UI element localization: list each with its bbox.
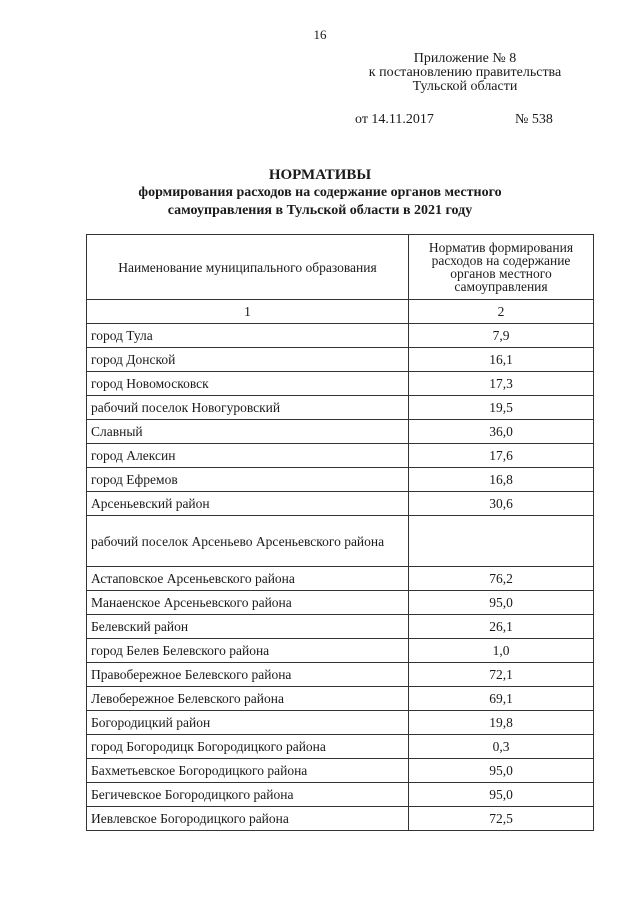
table-row (87, 567, 594, 591)
norm-value-cell: 69,1 (409, 687, 594, 711)
municipality-name-cell: город Богородицк Богородицкого района (87, 735, 409, 759)
municipality-name-cell: Бахметьевское Богородицкого района (87, 759, 409, 783)
document-subtitle: формирования расходов на содержание органов местного самоуправления в Тульской области в 2021 году (138, 185, 502, 218)
table-row (87, 372, 594, 396)
municipality-name-cell: Астаповское Арсеньевского района (87, 567, 409, 591)
appendix-block (330, 52, 600, 94)
municipality-name-cell: город Тула (87, 324, 409, 348)
municipality-name-cell: город Новомосковск (87, 372, 409, 396)
norm-value-cell: 16,8 (409, 468, 594, 492)
table-row (87, 639, 594, 663)
column-number: 1 (87, 300, 409, 324)
resolution-date: от 14.11.2017 (355, 112, 434, 127)
column-header-name: Наименование муниципального образования (87, 235, 409, 300)
page-number: 16 (313, 27, 327, 42)
table-header-row (87, 235, 594, 300)
table-row (87, 807, 594, 831)
municipality-name-cell: город Белев Белевского района (87, 639, 409, 663)
norm-value-cell: 16,1 (409, 348, 594, 372)
municipality-name-cell: Левобережное Белевского района (87, 687, 409, 711)
table-row (87, 687, 594, 711)
norm-value-cell: 95,0 (409, 759, 594, 783)
table-row (87, 783, 594, 807)
column-number: 2 (409, 300, 594, 324)
appendix-line: Тульской области (412, 79, 518, 94)
document-title: НОРМАТИВЫ (268, 167, 372, 183)
table-row (87, 711, 594, 735)
norm-value-cell: 0,3 (409, 735, 594, 759)
norm-value-cell: 72,5 (409, 807, 594, 831)
table-row (87, 759, 594, 783)
norms-table (86, 234, 594, 831)
appendix-line: к постановлению правительства (368, 65, 562, 80)
municipality-name-cell: Славный (87, 420, 409, 444)
norm-value-cell: 17,6 (409, 444, 594, 468)
table-row (87, 324, 594, 348)
table-row (87, 444, 594, 468)
table-row (87, 735, 594, 759)
table-body (87, 324, 594, 831)
norm-value-cell: 1,0 (409, 639, 594, 663)
norm-value-cell: 36,0 (409, 420, 594, 444)
resolution-number: № 538 (515, 112, 553, 127)
municipality-name-cell: Арсеньевский район (87, 492, 409, 516)
table-row (87, 663, 594, 687)
norm-value-cell: 26,1 (409, 615, 594, 639)
table-row (87, 420, 594, 444)
municipality-name-cell: город Алексин (87, 444, 409, 468)
table-row (87, 396, 594, 420)
column-numbers-row (87, 300, 594, 324)
table-row (87, 468, 594, 492)
norm-value-cell (409, 516, 594, 567)
norm-value-cell: 19,5 (409, 396, 594, 420)
municipality-name-cell: Богородицкий район (87, 711, 409, 735)
table-row (87, 591, 594, 615)
municipality-name-cell: Иевлевское Богородицкого района (87, 807, 409, 831)
municipality-name-cell: рабочий поселок Новогуровский (87, 396, 409, 420)
municipality-name-cell: рабочий поселок Арсеньево Арсеньевского района (87, 516, 409, 567)
column-header-norm: Норматив формирования расходов на содержание органов местного самоуправления (409, 235, 594, 300)
norm-value-cell: 76,2 (409, 567, 594, 591)
table-row (87, 615, 594, 639)
municipality-name-cell: Бегичевское Богородицкого района (87, 783, 409, 807)
norm-value-cell: 72,1 (409, 663, 594, 687)
table-row (87, 348, 594, 372)
norm-value-cell: 30,6 (409, 492, 594, 516)
table-row (87, 492, 594, 516)
municipality-name-cell: Белевский район (87, 615, 409, 639)
norm-value-cell: 7,9 (409, 324, 594, 348)
norm-value-cell: 95,0 (409, 591, 594, 615)
municipality-name-cell: город Донской (87, 348, 409, 372)
municipality-name-cell: Правобережное Белевского района (87, 663, 409, 687)
norm-value-cell: 17,3 (409, 372, 594, 396)
municipality-name-cell: город Ефремов (87, 468, 409, 492)
norm-value-cell: 95,0 (409, 783, 594, 807)
municipality-name-cell: Манаенское Арсеньевского района (87, 591, 409, 615)
norm-value-cell: 19,8 (409, 711, 594, 735)
table-row (87, 516, 594, 567)
appendix-line: Приложение № 8 (413, 51, 517, 66)
